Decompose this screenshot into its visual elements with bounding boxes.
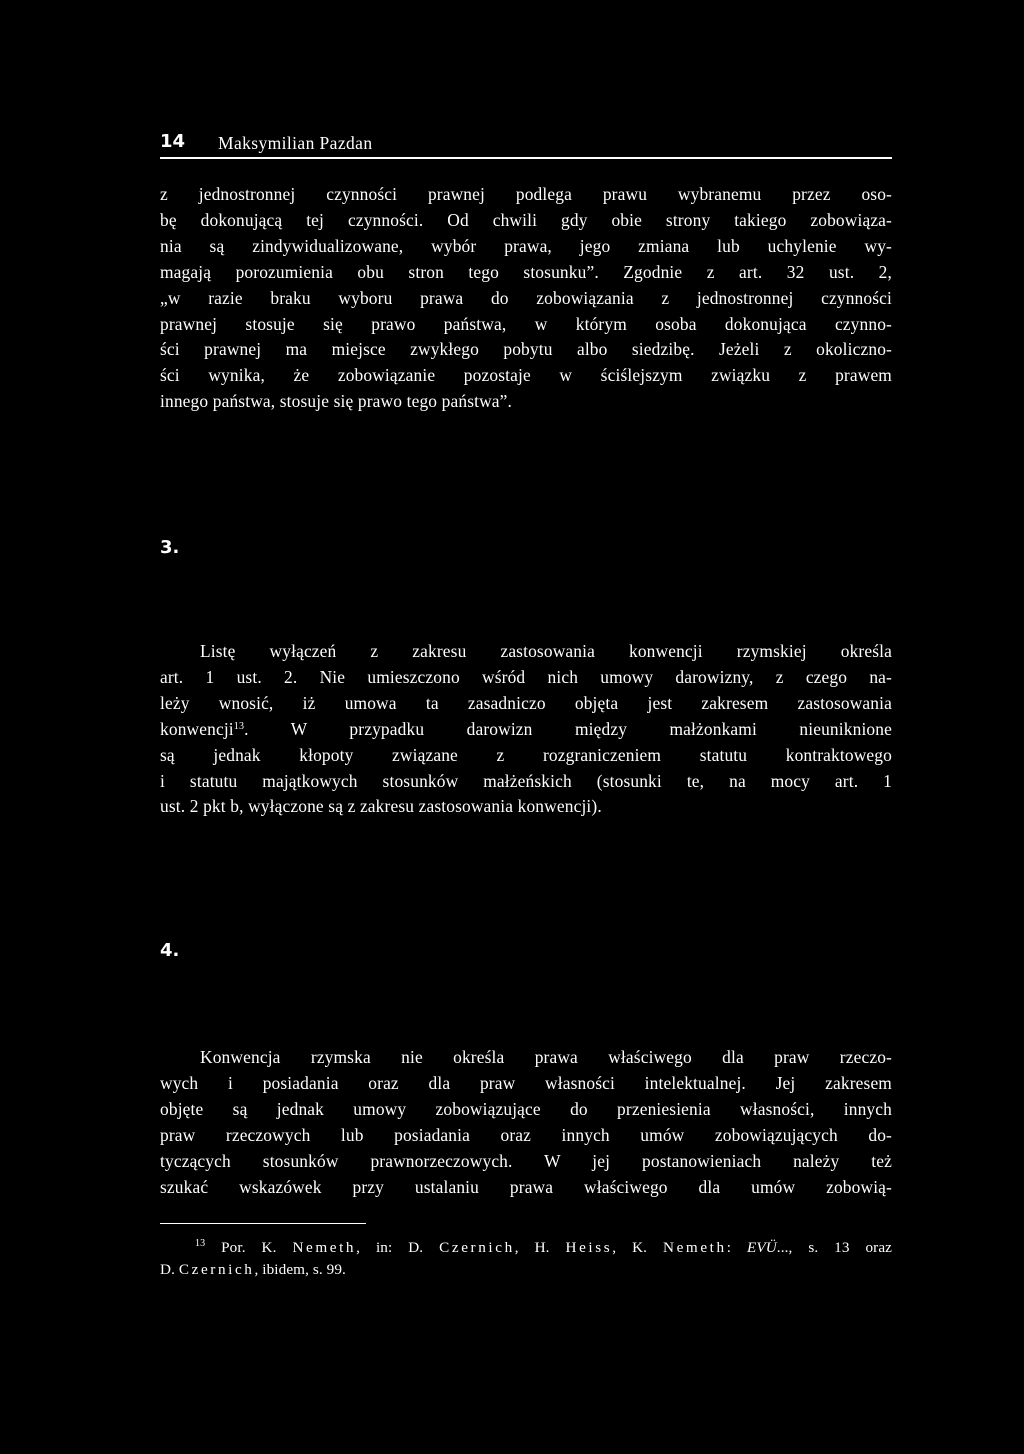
footnote-line — [160, 1259, 892, 1281]
text-segment: , ibidem, s. 99. — [254, 1261, 346, 1278]
text-line: „w razie braku wyboru prawa do zobowiązania z jednostronnej czynności — [160, 287, 892, 308]
text-segment: . W przypadku darowizn między małżonkami nieuniknione — [244, 718, 892, 739]
text-line: art. 1 ust. 2. Nie umieszczono wśród nich umowy darowizny, z czego na- — [160, 666, 892, 687]
running-head-author: Maksymilian Pazdan — [218, 133, 373, 153]
work-title: EVÜ — [746, 1239, 777, 1256]
section-number-3: 3. — [160, 537, 180, 558]
text-line: praw rzeczowych lub posiadania oraz innych umów zobowiązujących do- — [160, 1124, 892, 1145]
text-line: ści wynika, że zobowiązanie pozostaje w ściślejszym związku z prawem — [160, 365, 892, 386]
footnote-separator — [160, 1223, 366, 1224]
text-line: nia są zindywidualizowane, wybór prawa, jego zmiana lub uchylenie wy- — [160, 235, 892, 256]
text-segment: : — [726, 1239, 747, 1256]
section-4-paragraph — [160, 1045, 892, 1200]
text-segment: , K. — [612, 1239, 664, 1256]
text-line: magają porozumienia obu stron tego stosunku”. Zgodnie z art. 32 ust. 2, — [160, 261, 892, 282]
text-line: wych i posiadania oraz dla praw własności intelektualnej. Jej zakresem — [160, 1072, 892, 1093]
text-line: leży wnosić, iż umowa ta zasadniczo objęta jest zakresem zastosowania — [160, 692, 892, 713]
text-line: prawnej stosuje się prawo państwa, w którym osoba dokonująca czynno- — [160, 313, 892, 334]
text-segment: , H. — [514, 1239, 566, 1256]
text-segment: konwencji — [160, 718, 234, 739]
text-line: bę dokonującą tej czynności. Od chwili gdy obie strony takiego zobowiąza- — [160, 209, 892, 230]
footnote-13 — [160, 1237, 892, 1281]
text-line: innego państwa, stosuje się prawo tego państwa”. — [160, 391, 513, 412]
author-name: Nemeth — [663, 1239, 727, 1256]
section-number-4: 4. — [160, 940, 180, 961]
text-segment: ..., s. 13 oraz — [776, 1239, 893, 1256]
text-segment: D. — [160, 1261, 179, 1278]
author-name: Czernich — [439, 1239, 515, 1256]
text-line: Konwencja rzymska nie określa prawa właściwego dla praw rzeczo- — [200, 1047, 892, 1067]
text-line: Listę wyłączeń z zakresu zastosowania konwencji rzymskiej określa — [200, 641, 892, 661]
text-line: objęte są jednak umowy zobowiązujące do przeniesienia własności, innych — [160, 1098, 892, 1119]
footnote-reference-13[interactable]: 13 — [233, 720, 245, 732]
text-line: i statutu majątkowych stosunków małżeńskich (stosunki te, na mocy art. 1 — [160, 770, 892, 791]
text-line: tyczących stosunków prawnorzeczowych. W jej postanowieniach należy też — [160, 1150, 892, 1171]
text-line: szukać wskazówek przy ustalaniu prawa właściwego dla umów zobowią- — [160, 1176, 892, 1197]
text-segment: , in: D. — [356, 1239, 440, 1256]
paragraph-1 — [160, 182, 892, 415]
footnote-marker: 13 — [195, 1238, 206, 1249]
author-name: Heiss — [565, 1239, 613, 1256]
text-segment: Por. K. — [205, 1239, 293, 1256]
text-line — [160, 717, 892, 743]
author-name: Czernich — [178, 1261, 255, 1278]
section-3-paragraph — [160, 639, 892, 820]
footnote-line — [160, 1237, 892, 1259]
page-number: 14 — [160, 131, 186, 152]
author-name: Nemeth — [292, 1239, 357, 1256]
text-line: z jednostronnej czynności prawnej podlega prawu wybranemu przez oso- — [160, 184, 892, 204]
running-header — [160, 131, 892, 159]
text-line: są jednak kłopoty związane z rozgraniczeniem statutu kontraktowego — [160, 744, 892, 765]
text-line: ust. 2 pkt b, wyłączone są z zakresu zastosowania konwencji). — [160, 796, 602, 817]
text-line: ści prawnej ma miejsce zwykłego pobytu albo siedzibę. Jeżeli z okoliczno- — [160, 339, 892, 360]
